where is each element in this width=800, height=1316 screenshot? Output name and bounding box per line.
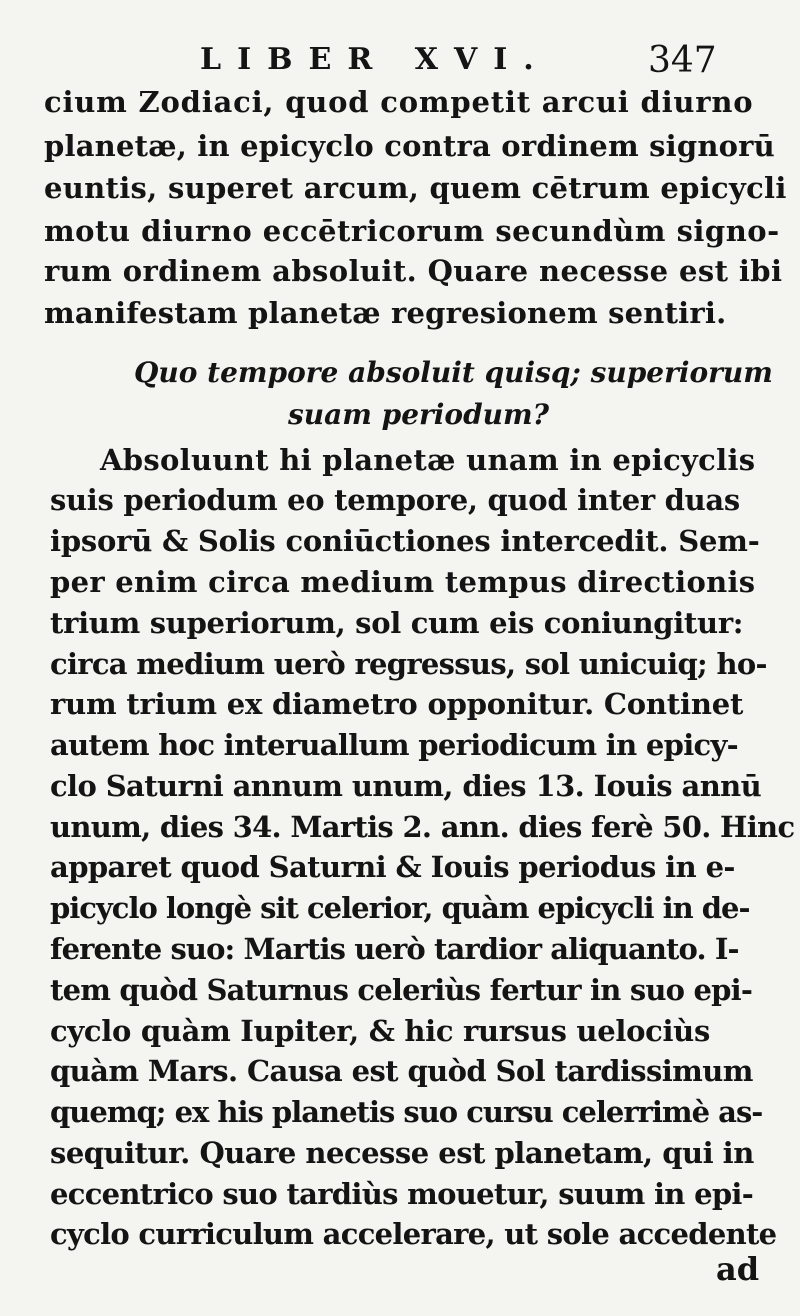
text-line: quemq; ex his planetis suo cursu celerrimè as- xyxy=(50,1095,763,1129)
text-line: cyclo curriculum accelerare, ut sole accedente xyxy=(50,1217,777,1251)
running-title: LIBER XVI. xyxy=(200,42,550,77)
text-line: quàm Mars. Causa est quòd Sol tardissimum xyxy=(50,1054,753,1088)
text-line: manifestam planetæ regresionem sentiri. xyxy=(44,296,727,330)
text-line: circa medium uerò regressus, sol unicuiq; ho- xyxy=(50,647,767,681)
catchword: ad xyxy=(716,1250,760,1288)
text-line: motu diurno eccētricorum secundùm signo- xyxy=(44,214,780,248)
text-line: tem quòd Saturnus celeriùs fertur in suo epi- xyxy=(50,973,753,1007)
text-line: unum, dies 34. Martis 2. ann. dies ferè 50. Hinc xyxy=(50,810,795,844)
text-line: per enim circa medium tempus directionis xyxy=(50,565,756,599)
text-line: cyclo quàm Iupiter, & hic rursus uelociùs xyxy=(50,1014,710,1048)
text-line: trium superiorum, sol cum eis coniungitur: xyxy=(50,606,744,640)
text-line: rum trium ex diametro opponitur. Continet xyxy=(50,687,744,721)
text-line: ipsorū & Solis coniūctiones intercedit. Sem- xyxy=(50,524,760,558)
text-line: apparet quod Saturni & Iouis periodus in e- xyxy=(50,850,735,884)
text-line: ferente suo: Martis uerò tardior aliquanto. I- xyxy=(50,932,739,966)
page-number: 347 xyxy=(648,40,717,81)
text-line: cium Zodiaci, quod competit arcui diurno xyxy=(44,85,754,119)
text-line: autem hoc interuallum periodicum in epicy- xyxy=(50,728,738,762)
text-line: Absoluunt hi planetæ unam in epicyclis xyxy=(100,443,756,477)
text-line: picyclo longè sit celerior, quàm epicycli in de- xyxy=(50,891,750,925)
text-line: rum ordinem absoluit. Quare necesse est ibi xyxy=(44,254,783,288)
text-line: eccentrico suo tardiùs mouetur, suum in epi- xyxy=(50,1177,754,1211)
text-line: sequitur. Quare necesse est planetam, qui in xyxy=(50,1136,754,1170)
section-heading-line: Quo tempore absoluit quisq; superiorum xyxy=(134,356,773,389)
text-line: suis periodum eo tempore, quod inter duas xyxy=(50,483,740,517)
text-line: euntis, superet arcum, quem cētrum epicycli xyxy=(44,171,787,205)
section-heading-line: suam periodum? xyxy=(288,398,550,431)
text-line: planetæ, in epicyclo contra ordinem signorū xyxy=(44,129,775,163)
text-line: clo Saturni annum unum, dies 13. Iouis annū xyxy=(50,769,762,803)
